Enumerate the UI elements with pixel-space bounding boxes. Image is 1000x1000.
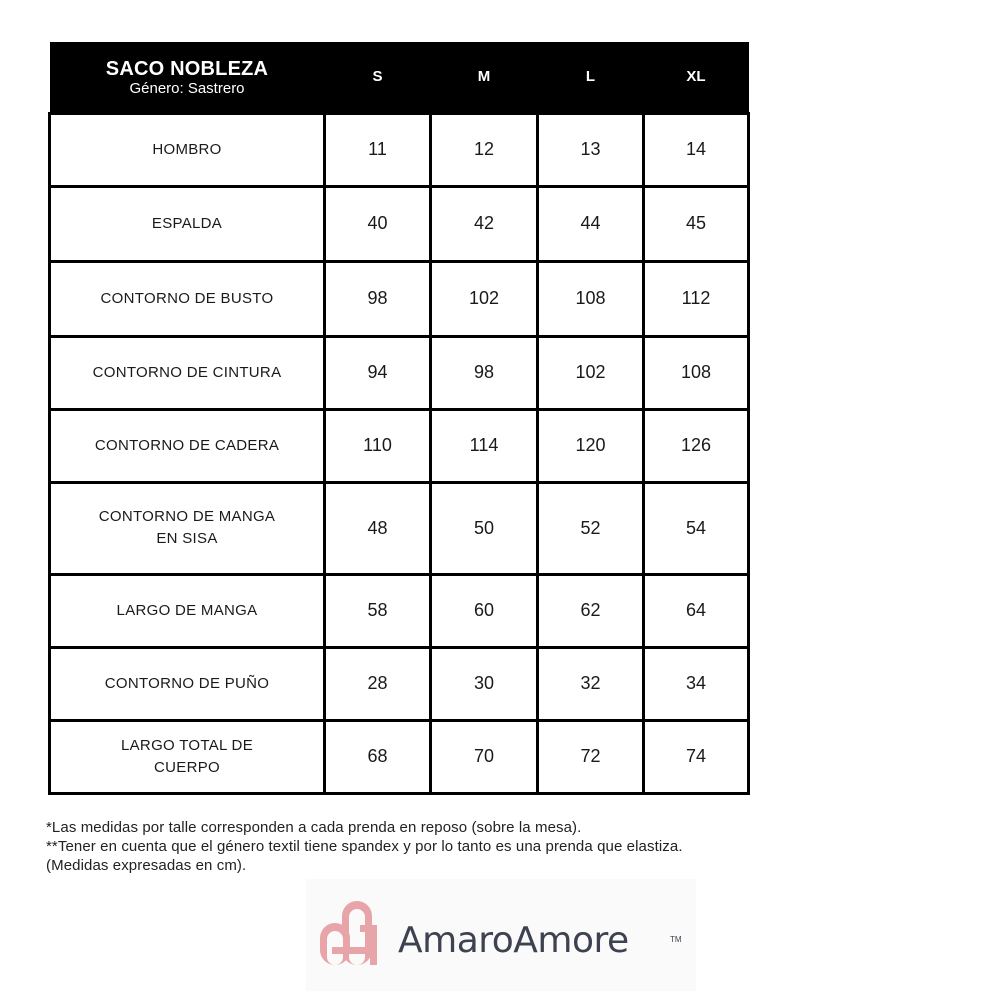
size-chart-header [50, 42, 749, 113]
table-row [50, 113, 749, 186]
table-row [50, 720, 749, 793]
measure-value: 32 [538, 647, 644, 720]
measure-value: 108 [538, 261, 644, 336]
measure-value: 70 [431, 720, 538, 793]
measure-value: 60 [431, 574, 538, 647]
measure-value: 14 [644, 113, 749, 186]
footnote-spandex: **Tener en cuenta que el género textil tiene spandex y por lo tanto es una prenda que elastiza. [46, 838, 683, 855]
measure-value: 45 [644, 186, 749, 261]
measure-value: 40 [325, 186, 431, 261]
measure-value: 52 [538, 482, 644, 574]
measure-value: 102 [431, 261, 538, 336]
measure-value: 112 [644, 261, 749, 336]
table-row [50, 574, 749, 647]
trademark-mark: TM [670, 935, 682, 944]
measure-value: 72 [538, 720, 644, 793]
header-row [50, 42, 749, 113]
table-row [50, 336, 749, 409]
measure-value: 68 [325, 720, 431, 793]
measure-label: CONTORNO DE CADERA [50, 409, 325, 482]
measure-label: CONTORNO DE MANGA EN SISA [50, 482, 325, 574]
measure-label: LARGO DE MANGA [50, 574, 325, 647]
measure-value: 110 [325, 409, 431, 482]
table-row [50, 409, 749, 482]
measure-value: 44 [538, 186, 644, 261]
measure-value: 34 [644, 647, 749, 720]
measure-value: 30 [431, 647, 538, 720]
footnotes [46, 818, 683, 875]
measure-value: 11 [325, 113, 431, 186]
measure-value: 50 [431, 482, 538, 574]
measure-value: 12 [431, 113, 538, 186]
table-row [50, 482, 749, 574]
product-name: SACO NOBLEZA [105, 57, 269, 80]
measure-value: 98 [431, 336, 538, 409]
measure-label: CONTORNO DE CINTURA [50, 336, 325, 409]
measure-value: 102 [538, 336, 644, 409]
measure-value: 98 [325, 261, 431, 336]
size-header-l: L [538, 42, 644, 113]
measure-label: CONTORNO DE BUSTO [50, 261, 325, 336]
aa-monogram-icon [316, 895, 396, 975]
size-header-m: M [431, 42, 538, 113]
brand-wordmark: AmaroAmore [398, 920, 629, 961]
measure-label: CONTORNO DE PUÑO [50, 647, 325, 720]
product-title-cell [50, 42, 325, 113]
size-header-s: S [325, 42, 431, 113]
size-chart-table [48, 42, 750, 795]
measure-value: 64 [644, 574, 749, 647]
measure-value: 58 [325, 574, 431, 647]
measure-value: 42 [431, 186, 538, 261]
measure-value: 62 [538, 574, 644, 647]
table-row [50, 186, 749, 261]
brand-logo [306, 879, 696, 991]
measure-value: 28 [325, 647, 431, 720]
measure-value: 94 [325, 336, 431, 409]
footnote-units: (Medidas expresadas en cm). [46, 857, 247, 874]
size-chart-body [50, 113, 749, 793]
measure-label: LARGO TOTAL DE CUERPO [50, 720, 325, 793]
measure-label: ESPALDA [50, 186, 325, 261]
size-header-xl: XL [644, 42, 749, 113]
measure-value: 74 [644, 720, 749, 793]
product-genre: Género: Sastrero [129, 79, 245, 97]
measure-value: 48 [325, 482, 431, 574]
table-row [50, 647, 749, 720]
measure-value: 120 [538, 409, 644, 482]
footnote-measures: *Las medidas por talle corresponden a cada prenda en reposo (sobre la mesa). [46, 819, 582, 836]
measure-label: HOMBRO [50, 113, 325, 186]
measure-value: 126 [644, 409, 749, 482]
measure-value: 108 [644, 336, 749, 409]
measure-value: 114 [431, 409, 538, 482]
measure-value: 13 [538, 113, 644, 186]
measure-value: 54 [644, 482, 749, 574]
table-row [50, 261, 749, 336]
